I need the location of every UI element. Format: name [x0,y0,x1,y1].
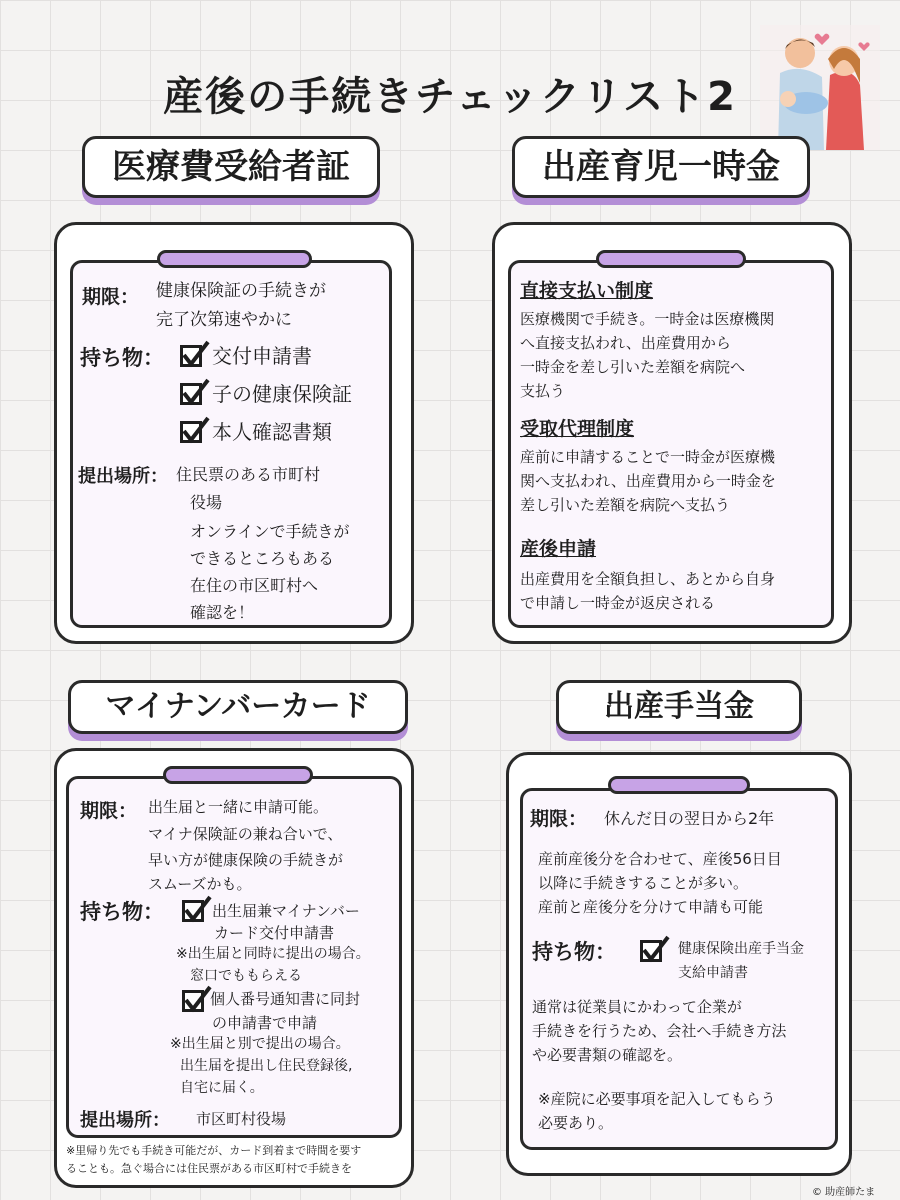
heading-childbirth-lump-sum [512,136,810,198]
s3-note1-line1: ※出生届と同時に提出の場合。 [176,946,370,962]
s4-desc-line2: 以降に手続きすることが多い。 [538,874,749,892]
heading-my-number-card-text: マイナンバーカード [105,689,371,724]
checkbox-checked-icon [180,421,202,443]
s4-items-label: 持ち物： [532,940,616,964]
checkbox-checked-icon [180,345,202,367]
s3-place-label: 提出場所： [80,1110,170,1131]
s2-sub2-line2: 関へ支払われ、出産費用から一時金を [520,472,776,490]
s2-sub1-line3: 一時金を差し引いた差額を病院へ [520,358,746,376]
tab-childbirth-lump-sum [596,250,746,268]
tab-medical-certificate [157,250,312,268]
heading-my-number-card [68,680,408,734]
s1-item-1: 交付申請書 [212,344,312,368]
s4-limit-label: 期限： [530,808,588,830]
s3-limit-line4: スムーズかも。 [148,875,252,893]
page-title: 産後の手続きチェックリスト2 [163,74,737,120]
s3-note2-line1: ※出生届と別で提出の場合。 [170,1036,350,1052]
checkbox-checked-icon [640,940,662,962]
s3-item1-line2: カード交付申請書 [214,924,335,942]
s3-footnote-line1: ※里帰り先でも手続き可能だが、カード到着まで時間を要す [66,1144,362,1157]
checkbox-checked-icon [182,900,204,922]
s1-place-line1: 住民票のある市町村 [176,465,321,484]
s1-place-line2: 役場 [190,493,223,512]
s2-sub3-line1: 出産費用を全額負担し、あとから自身 [520,570,776,588]
heading-medical-certificate-text: 医療費受給者証 [112,147,350,187]
s4-note-line5: 必要あり。 [538,1114,614,1132]
s1-item-3: 本人確認書類 [212,420,332,444]
s4-limit: 休んだ日の翌日から2年 [604,809,775,828]
s2-sub3-heading: 産後申請 [520,538,597,560]
s1-place-label: 提出場所： [78,466,168,487]
s1-limit-label: 期限： [82,286,140,308]
heading-medical-certificate [82,136,380,198]
s2-sub3-line2: で申請し一時金が返戻される [520,594,716,612]
s2-sub1-line2: へ直接支払われ、出産費用から [520,334,731,352]
s1-limit-line2: 完了次第速やかに [156,310,292,330]
s2-sub2-line3: 差し引いた差額を病院へ支払う [520,496,731,514]
s3-limit-line3: 早い方が健康保険の手続きが [148,851,344,869]
s1-place-line6: 確認を！ [190,603,255,622]
s1-place-line5: 在住の市区町村へ [190,576,319,595]
heading-childbirth-lump-sum-text: 出産育児一時金 [542,147,780,187]
s1-limit-line1: 健康保険証の手続きが [156,281,326,301]
s3-limit-line1: 出生届と一緒に申請可能。 [148,798,329,816]
s4-note-line4: ※産院に必要事項を記入してもらう [538,1090,776,1108]
tab-my-number-card [163,766,313,784]
s3-items-label: 持ち物： [80,900,164,924]
s1-place-line3: オンラインで手続きが [190,522,350,541]
s3-note2-line2: 出生届を提出し住民登録後, [180,1058,353,1074]
s4-desc-line3: 産前と産後分を分けて申請も可能 [538,898,764,916]
s2-sub1-heading: 直接支払い制度 [520,280,654,302]
s3-note1-line2: 窓口でももらえる [190,968,302,984]
s3-item2-line2: の申請書で申請 [212,1014,318,1032]
s1-item-2: 子の健康保険証 [212,382,352,406]
s3-place: 市区町村役場 [196,1110,287,1128]
tab-maternity-allowance [608,776,750,794]
s4-note-line2: 手続きを行うため、会社へ手続き方法 [532,1022,787,1040]
s1-items-label: 持ち物： [80,346,164,370]
s4-note-line3: や必要書類の確認を。 [532,1046,683,1064]
s1-place-line4: できるところもある [190,549,335,568]
credit: © 助産師たま [812,1187,876,1198]
s2-sub1-line1: 医療機関で手続き。一時金は医療機関 [520,310,775,328]
s4-note-line1: 通常は従業員にかわって企業が [532,998,742,1016]
checkbox-checked-icon [180,383,202,405]
family-illustration [760,25,880,150]
s2-sub2-line1: 産前に申請することで一時金が医療機 [520,448,776,466]
heading-maternity-allowance-text: 出産手当金 [604,689,754,724]
s4-item-line1: 健康保険出産手当金 [678,941,804,957]
s3-item1-line1: 出生届兼マイナンバー [212,902,360,920]
s2-sub1-line4: 支払う [520,382,566,400]
s3-limit-line2: マイナ保険証の兼ね合いで、 [148,825,343,843]
s3-limit-label: 期限： [80,800,138,822]
s3-note2-line3: 自宅に届く。 [180,1080,264,1096]
s3-footnote-line2: ることも。急ぐ場合には住民票がある市区町村で手続きを [66,1162,352,1175]
s2-sub2-heading: 受取代理制度 [520,418,635,440]
checkbox-checked-icon [182,990,204,1012]
heading-maternity-allowance [556,680,802,734]
s3-item2-line1: 個人番号通知書に同封 [210,990,361,1008]
s4-desc-line1: 産前産後分を合わせて、産後56日目 [538,850,782,868]
s4-item-line2: 支給申請書 [678,965,748,981]
